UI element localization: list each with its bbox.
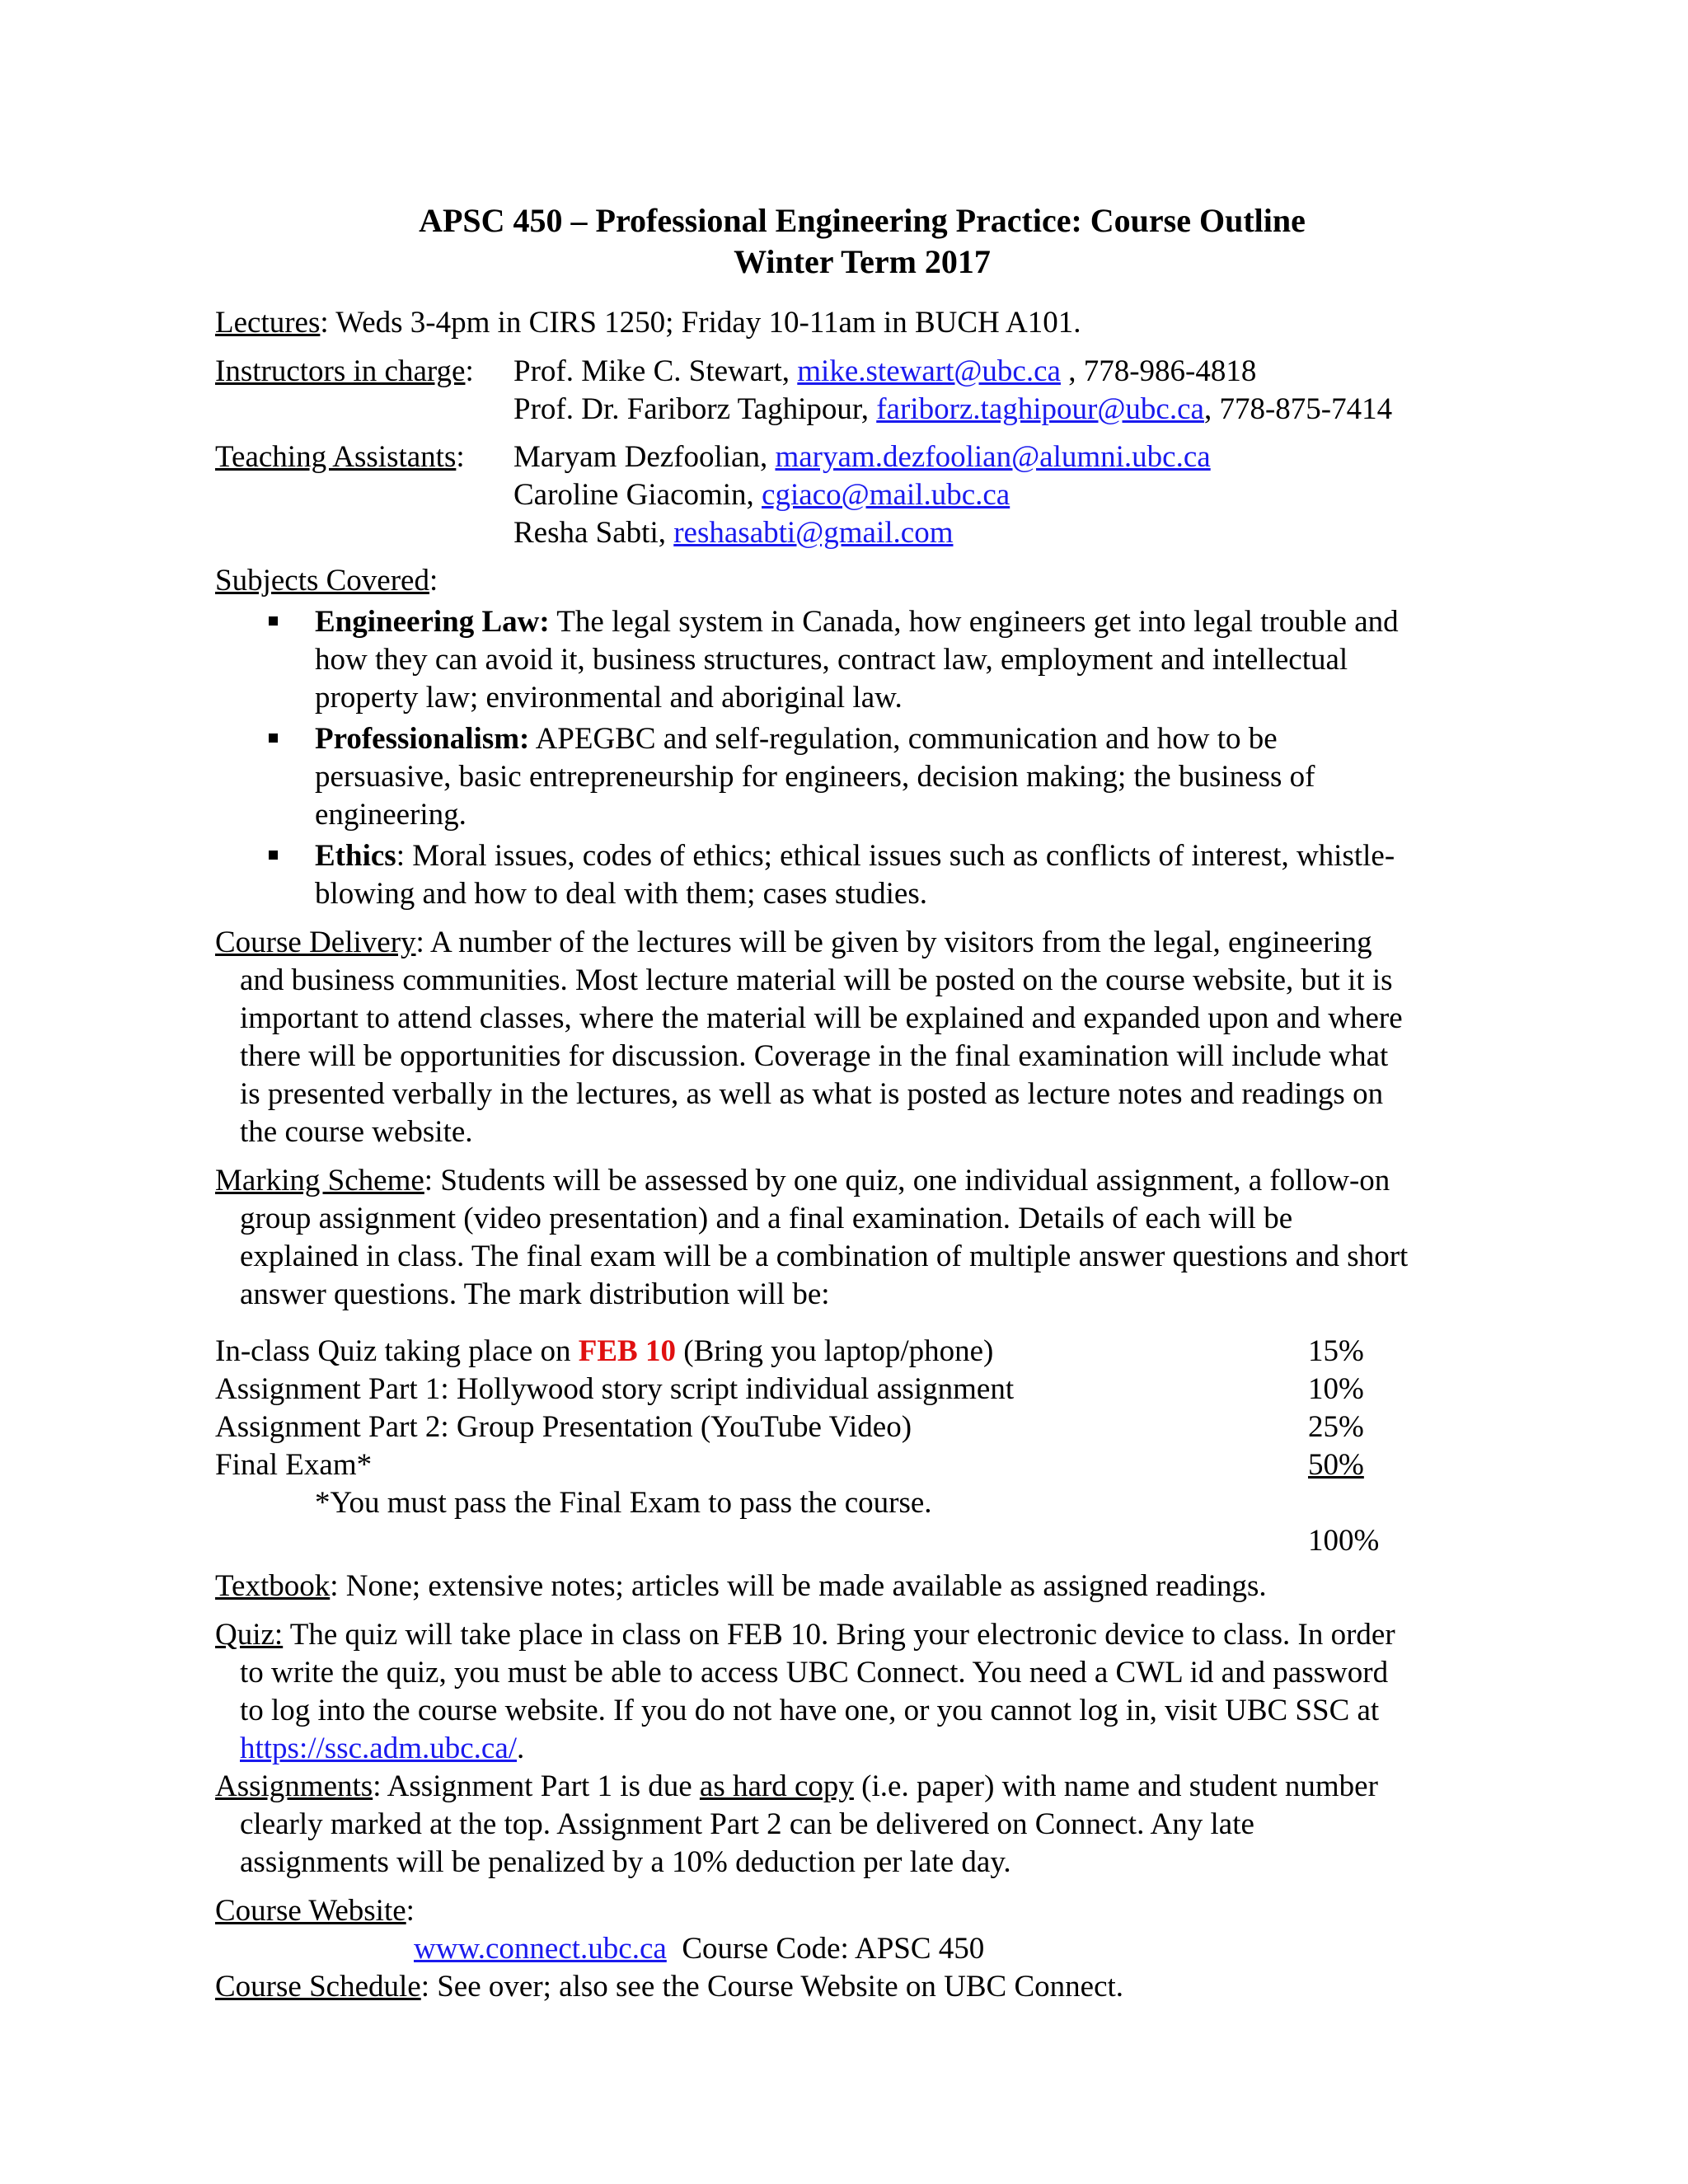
instructor-2-email-link[interactable]: fariborz.taghipour@ubc.ca (876, 392, 1204, 426)
ta-3 (513, 514, 953, 552)
dist-quiz-prefix: In-class Quiz taking place on (215, 1334, 579, 1368)
subject-ethics-heading: Ethics (315, 839, 396, 873)
ta-2 (513, 476, 1010, 514)
textbook-line (215, 1568, 1267, 1605)
dist-quiz-pct: 15% (1308, 1334, 1364, 1368)
delivery-line-2: and business communities. Most lecture material will be posted on the course website, but it is (240, 963, 1393, 997)
website-label-line (215, 1892, 415, 1930)
assignments-line-2: clearly marked at the top. Assignment Part 2 can be delivered on Connect. Any late (240, 1807, 1254, 1841)
marking-line-1 (215, 1162, 1390, 1200)
document-subtitle: Winter Term 2017 (734, 243, 991, 280)
subject-prof-text-1: APEGBC and self-regulation, communication and how to be (529, 722, 1278, 756)
tas-colon: : (456, 440, 465, 474)
ta-1 (513, 438, 1211, 476)
bullet-icon (269, 616, 278, 626)
marking-line-2: group assignment (video presentation) and a final examination. Details of each will be (240, 1202, 1293, 1235)
marking-label: Marking Scheme (215, 1164, 424, 1197)
bullet-icon (269, 733, 278, 743)
instructor-1-phone: , 778-986-4818 (1060, 354, 1257, 388)
delivery-line-1 (215, 924, 1372, 962)
quiz-line-4 (240, 1730, 524, 1768)
ssc-link[interactable]: https://ssc.adm.ubc.ca/ (240, 1732, 518, 1765)
tas-label-line (215, 438, 465, 476)
subject-law-line-3: property law; environmental and aboriginal law. (315, 681, 903, 715)
subject-prof-line-1 (315, 720, 1278, 758)
marking-line-4: answer questions. The mark distribution will be: (240, 1277, 830, 1311)
subject-law-line-2: how they can avoid it, business structures, contract law, employment and intellectual (315, 643, 1348, 677)
assignments-label: Assignments (215, 1769, 373, 1803)
ta-3-name: Resha Sabti, (513, 516, 674, 550)
instructor-1-name: Prof. Mike C. Stewart, (513, 354, 798, 388)
website-colon: : (406, 1894, 415, 1928)
dist-final-label: Final Exam* (215, 1448, 373, 1482)
subject-law-heading: Engineering Law: (315, 605, 550, 639)
delivery-line-6: the course website. (240, 1115, 473, 1149)
dist-total: 100% (1308, 1524, 1380, 1558)
dist-a1-label: Assignment Part 1: Hollywood story script individual assignment (215, 1372, 1015, 1406)
website-line (414, 1930, 984, 1968)
delivery-text-1: : A number of the lectures will be given by visitors from the legal, engineering (415, 926, 1372, 959)
subject-prof-line-3: engineering. (315, 798, 467, 832)
ta-3-email-link[interactable]: reshasabti@gmail.com (673, 516, 954, 550)
subject-ethics-line-2: blowing and how to deal with them; cases studies. (315, 877, 927, 911)
subject-law-line-1 (315, 603, 1399, 641)
marking-text-1: : Students will be assessed by one quiz, one individual assignment, a follow-on (424, 1164, 1390, 1197)
ta-1-name: Maryam Dezfoolian, (513, 440, 776, 474)
delivery-line-5: is presented verbally in the lectures, as well as what is posted as lecture notes and readings on (240, 1077, 1384, 1111)
document-title: APSC 450 – Professional Engineering Practice: Course Outline (419, 202, 1306, 239)
dist-quiz-date: FEB 10 (578, 1334, 676, 1368)
assignments-text-1: : Assignment Part 1 is due (373, 1769, 700, 1803)
lectures-label: Lectures (215, 306, 321, 340)
schedule-text: : See over; also see the Course Website on UBC Connect. (420, 1970, 1124, 2004)
schedule-line (215, 1968, 1123, 2006)
subject-law-text-1: The legal system in Canada, how engineers get into legal trouble and (549, 605, 1399, 639)
instructor-1 (513, 353, 1256, 391)
instructors-colon: : (465, 354, 474, 388)
quiz-line-1 (215, 1616, 1395, 1654)
textbook-text: : None; extensive notes; articles will be made available as assigned readings. (330, 1569, 1267, 1603)
delivery-line-4: there will be opportunities for discussion. Coverage in the final examination will include what (240, 1039, 1389, 1073)
ta-2-email-link[interactable]: cgiaco@mail.ubc.ca (762, 478, 1010, 512)
subjects-label: Subjects Covered (215, 564, 429, 598)
dist-quiz-suffix: (Bring you laptop/phone) (676, 1334, 994, 1368)
instructor-1-email-link[interactable]: mike.stewart@ubc.ca (797, 354, 1061, 388)
course-code: Course Code: APSC 450 (666, 1932, 985, 1966)
ta-1-email-link[interactable]: maryam.dezfoolian@alumni.ubc.ca (775, 440, 1211, 474)
marking-line-3: explained in class. The final exam will be a combination of multiple answer questions and short (240, 1240, 1409, 1273)
connect-link[interactable]: www.connect.ubc.ca (414, 1932, 667, 1966)
assignments-text-2: (i.e. paper) with name and student number (853, 1769, 1378, 1803)
assignments-hardcopy: as hard copy (699, 1769, 854, 1803)
tas-label: Teaching Assistants (215, 440, 457, 474)
instructor-2 (513, 391, 1392, 429)
dist-final-note: *You must pass the Final Exam to pass the course. (315, 1486, 932, 1520)
assignments-line-1 (215, 1768, 1378, 1806)
quiz-text-1: The quiz will take place in class on FEB 10. Bring your electronic device to class. In order (283, 1618, 1395, 1652)
delivery-label: Course Delivery (215, 926, 416, 959)
schedule-label: Course Schedule (215, 1970, 421, 2004)
instructors-label-line (215, 353, 474, 391)
delivery-line-3: important to attend classes, where the material will be explained and expanded upon and where (240, 1001, 1403, 1035)
quiz-line-3: to log into the course website. If you do not have one, or you cannot log in, visit UBC SSC at (240, 1694, 1380, 1727)
instructors-label: Instructors in charge (215, 354, 466, 388)
dist-a2-label: Assignment Part 2: Group Presentation (YouTube Video) (215, 1410, 912, 1444)
subject-prof-heading: Professionalism: (315, 722, 530, 756)
subject-ethics-text-1: : Moral issues, codes of ethics; ethical issues such as conflicts of interest, whistle- (396, 839, 1395, 873)
textbook-label: Textbook (215, 1569, 331, 1603)
dist-a1-pct: 10% (1308, 1372, 1364, 1406)
subject-ethics-line-1 (315, 837, 1395, 875)
website-label: Course Website (215, 1894, 406, 1928)
assignments-line-3: assignments will be penalized by a 10% deduction per late day. (240, 1845, 1011, 1879)
subjects-label-line (215, 562, 438, 600)
quiz-period: . (517, 1732, 525, 1765)
dist-a2-pct: 25% (1308, 1410, 1364, 1444)
lectures-line (215, 304, 1081, 342)
subject-prof-line-2: persuasive, basic entrepreneurship for engineers, decision making; the business of (315, 760, 1315, 794)
instructor-2-name: Prof. Dr. Fariborz Taghipour, (513, 392, 877, 426)
instructor-2-phone: , 778-875-7414 (1203, 392, 1393, 426)
dist-quiz-label (215, 1333, 993, 1371)
ta-2-name: Caroline Giacomin, (513, 478, 762, 512)
lectures-text: : Weds 3-4pm in CIRS 1250; Friday 10-11am in BUCH A101. (320, 306, 1081, 340)
quiz-line-2: to write the quiz, you must be able to access UBC Connect. You need a CWL id and password (240, 1656, 1389, 1690)
bullet-icon (269, 851, 278, 860)
dist-final-pct: 50% (1308, 1448, 1364, 1482)
quiz-label: Quiz: (215, 1618, 284, 1652)
subjects-colon: : (429, 564, 438, 598)
